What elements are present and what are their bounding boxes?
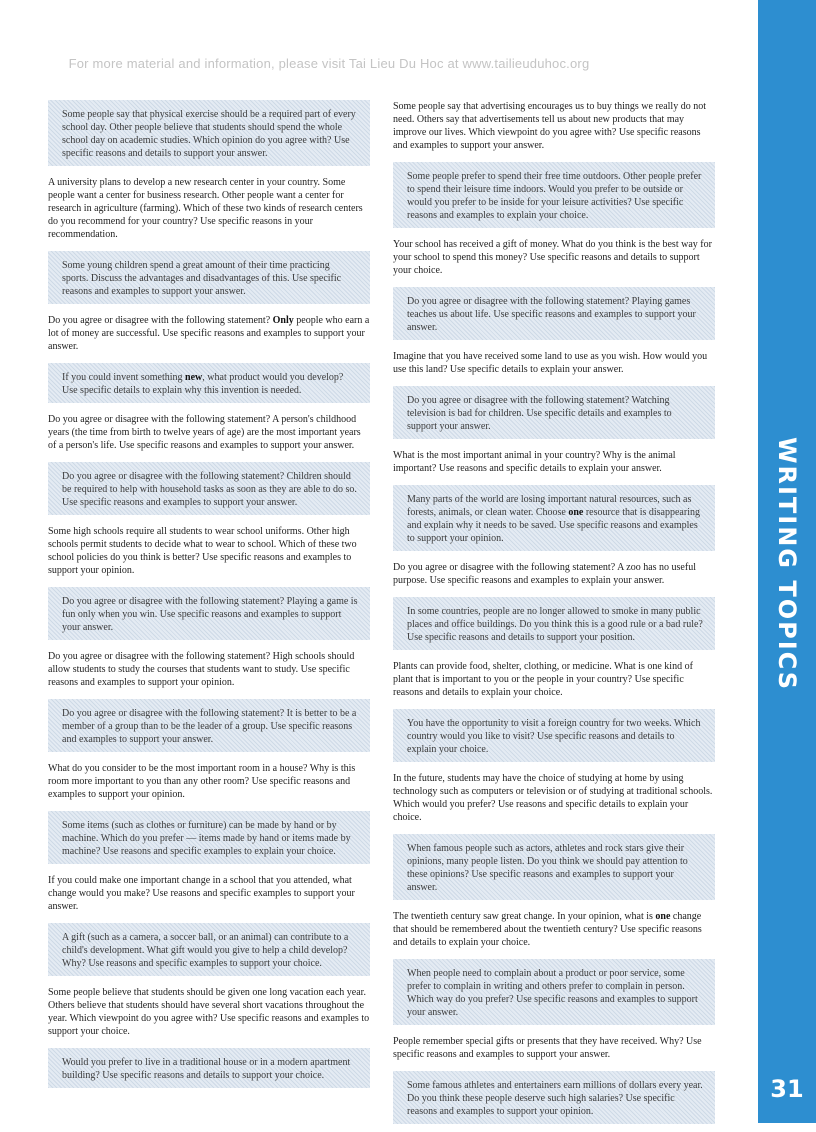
topic-text: , what product would you develop? Use specific details to explain why this invention is needed. — [62, 372, 344, 396]
section-title: WRITING TOPICS — [773, 437, 801, 691]
topic-text: When famous people such as actors, athletes and rock stars give their opinions, many people listen. Do you think we should pay attention to these opinions? Use specific reasons and examples to support your answer. — [407, 843, 688, 893]
topic-paragraph — [48, 874, 370, 913]
sidebar — [758, 0, 816, 1123]
topic-text: Do you agree or disagree with the following statement? Playing a game is fun only when you win. Use specific reasons and examples to support your answer. — [62, 596, 358, 633]
topic-text: What do you consider to be the most important room in a house? Why is this room more important to you than any other room? Use specific reasons and examples to support your opinion. — [48, 763, 356, 800]
topic-text: What is the most important animal in your country? Why is the animal important? Use reasons and specific details to explain your answer. — [393, 450, 676, 474]
highlighted-topic — [48, 1048, 370, 1088]
topic-text: Some people say that physical exercise should be a required part of every school day. Other people believe that students should spend the whole school day on academic studies. Which opinion do you agree with? Use specific reasons and details to support your answer. — [62, 109, 356, 159]
topic-text: Many parts of the world are losing important natural resources, such as forests, animals, or clean water. Choose — [407, 494, 692, 518]
topic-text: Some young children spend a great amount of their time practicing sports. Discuss the advantages and disadvantages of this. Use specific reasons and examples to support your answer. — [62, 260, 342, 297]
topic-paragraph — [393, 100, 715, 152]
highlighted-topic — [48, 100, 370, 166]
topic-text: A gift (such as a camera, a soccer ball, or an animal) can contribute to a child's development. What gift would you give to help a child develop? Why? Use reasons and specific examples to support your choice. — [62, 932, 349, 969]
topic-text: Do you agree or disagree with the following statement? Children should be required to help with household tasks as soon as they are able to do so. Use specific reasons and examples to support your answer. — [62, 471, 357, 508]
topic-paragraph — [393, 561, 715, 587]
highlighted-topic — [48, 923, 370, 976]
topic-text: Some people say that advertising encourages us to buy things we really do not need. Others say that advertisements tell us about new products that may improve our lives. Which viewpoint do you agree with? Use specific reasons and examples to support your answer. — [393, 101, 706, 151]
topic-paragraph — [393, 1035, 715, 1061]
highlighted-topic — [48, 251, 370, 304]
topic-text: Do you agree or disagree with the following statement? Watching television is bad for children. Use specific details and examples to support your answer. — [407, 395, 672, 432]
highlighted-topic — [393, 709, 715, 762]
page-number: 31 — [770, 1075, 804, 1103]
emphasis-word: Only — [272, 315, 294, 326]
highlighted-topic — [48, 587, 370, 640]
topic-text: Your school has received a gift of money. What do you think is the best way for your school to spend this money? Use specific reasons and details to support your choice. — [393, 239, 712, 276]
topic-paragraph — [393, 772, 715, 824]
highlighted-topic — [48, 363, 370, 403]
highlighted-topic — [393, 597, 715, 650]
topic-text: In the future, students may have the choice of studying at home by using technology such as computers or television or of studying at traditional schools. Which would you prefer? Use reasons and specific details to explain your choice. — [393, 773, 713, 823]
topic-text: People remember special gifts or presents that they have received. Why? Use specific reasons and examples to support your answer. — [393, 1036, 702, 1060]
topic-text: In some countries, people are no longer allowed to smoke in many public places and office buildings. Do you think this is a good rule or a bad rule? Use specific reasons and details to support your position. — [407, 606, 703, 643]
topic-text: Imagine that you have received some land to use as you wish. How would you use this land? Use specific details to explain your answer. — [393, 351, 708, 375]
topic-paragraph — [393, 910, 715, 949]
topic-text: Do you agree or disagree with the following statement? A zoo has no useful purpose. Use specific reasons and examples to explain your answer. — [393, 562, 696, 586]
topic-text: Do you agree or disagree with the following statement? — [48, 315, 273, 326]
emphasis-word: one — [655, 911, 671, 922]
topic-text: Some items (such as clothes or furniture) can be made by hand or by machine. Which do you prefer — items made by hand or items made by machine? Use reasons and specific examples to explain your choice. — [62, 820, 351, 857]
highlighted-topic — [393, 386, 715, 439]
highlighted-topic — [48, 699, 370, 752]
topic-text: Some people believe that students should be given one long vacation each year. Others believe that students should have several short vacations throughout the year. Which viewpoint do you agree with? Use specific reasons and examples to support your choice. — [48, 987, 370, 1037]
topic-paragraph — [393, 238, 715, 277]
right-column — [393, 90, 715, 1132]
watermark-text: For more material and information, please visit Tai Lieu Du Hoc at www.tailieuduhoc.org — [68, 56, 590, 71]
highlighted-topic — [393, 485, 715, 551]
topic-text: Some famous athletes and entertainers earn millions of dollars every year. Do you think these people deserve such high salaries? Use specific reasons and examples to support your opinion. — [407, 1080, 703, 1117]
topic-paragraph — [48, 176, 370, 241]
topic-text: Some high schools require all students to wear school uniforms. Other high schools permit students to decide what to wear to school. Which of these two school policies do you think is better? Use specific reasons and examples to support your opinion. — [48, 526, 357, 576]
highlighted-topic — [393, 959, 715, 1025]
topic-paragraph — [48, 525, 370, 577]
topic-paragraph — [393, 350, 715, 376]
topic-text: Would you prefer to live in a traditional house or in a modern apartment building? Use specific reasons and details to support your choice. — [62, 1057, 351, 1081]
topic-text: A university plans to develop a new research center in your country. Some people want a center for business research. Other people want a center for research in agriculture (farming). Which of these two kinds of research centers do you recommend for your country? Use specific reasons in your recommendation. — [48, 177, 363, 240]
topic-paragraph — [48, 413, 370, 452]
emphasis-word: new — [185, 372, 203, 383]
highlighted-topic — [48, 462, 370, 515]
topic-text: Plants can provide food, shelter, clothing, or medicine. What is one kind of plant that is important to you or the people in your country? Use specific reasons and details to explain your choice. — [393, 661, 693, 698]
topic-paragraph — [48, 314, 370, 353]
topic-text: Do you agree or disagree with the following statement? It is better to be a member of a group than to be the leader of a group. Use specific reasons and examples to support your answer. — [62, 708, 357, 745]
topic-text: If you could invent something — [62, 372, 186, 383]
highlighted-topic — [393, 162, 715, 228]
topic-paragraph — [393, 660, 715, 699]
highlighted-topic — [393, 834, 715, 900]
topic-text: Do you agree or disagree with the following statement? High schools should allow students to study the courses that students want to study. Use specific reasons and examples to support your opinion. — [48, 651, 355, 688]
topic-text: If you could make one important change in a school that you attended, what change would you make? Use reasons and specific examples to support your answer. — [48, 875, 355, 912]
topic-text: You have the opportunity to visit a foreign country for two weeks. Which country would you like to visit? Use specific reasons and details to explain your choice. — [407, 718, 701, 755]
topic-text: When people need to complain about a product or poor service, some prefer to complain in writing and others prefer to complain in person. Which way do you prefer? Use specific reasons and examples to support your answer. — [407, 968, 698, 1018]
topic-text: resource that is disappearing and explain why it needs to be saved. Use specific reasons and examples to support your opinion. — [407, 507, 700, 544]
topic-text: Do you agree or disagree with the following statement? Playing games teaches us about life. Use specific reasons and examples to support your answer. — [407, 296, 696, 333]
highlighted-topic — [393, 287, 715, 340]
topic-paragraph — [48, 986, 370, 1038]
highlighted-topic — [48, 811, 370, 864]
topic-paragraph — [393, 449, 715, 475]
topic-paragraph — [48, 762, 370, 801]
topic-text: Do you agree or disagree with the following statement? A person's childhood years (the time from birth to twelve years of age) are the most important years of a person's life. Use specific reasons and examples to support your answer. — [48, 414, 361, 451]
left-column — [48, 90, 370, 1096]
topic-text: The twentieth century saw great change. In your opinion, what is — [393, 911, 656, 922]
emphasis-word: one — [568, 507, 584, 518]
topic-text: change that should be remembered about the twentieth century? Use specific reasons and details to explain your choice. — [393, 911, 702, 948]
topic-text: people who earn a lot of money are successful. Use specific reasons and examples to support your answer. — [48, 315, 370, 352]
topic-text: Some people prefer to spend their free time outdoors. Other people prefer to spend their leisure time indoors. Would you prefer to be outside or would you prefer to be inside for your leisure activities? Use specific reasons and examples to explain your choice. — [407, 171, 702, 221]
topic-paragraph — [48, 650, 370, 689]
highlighted-topic — [393, 1071, 715, 1124]
